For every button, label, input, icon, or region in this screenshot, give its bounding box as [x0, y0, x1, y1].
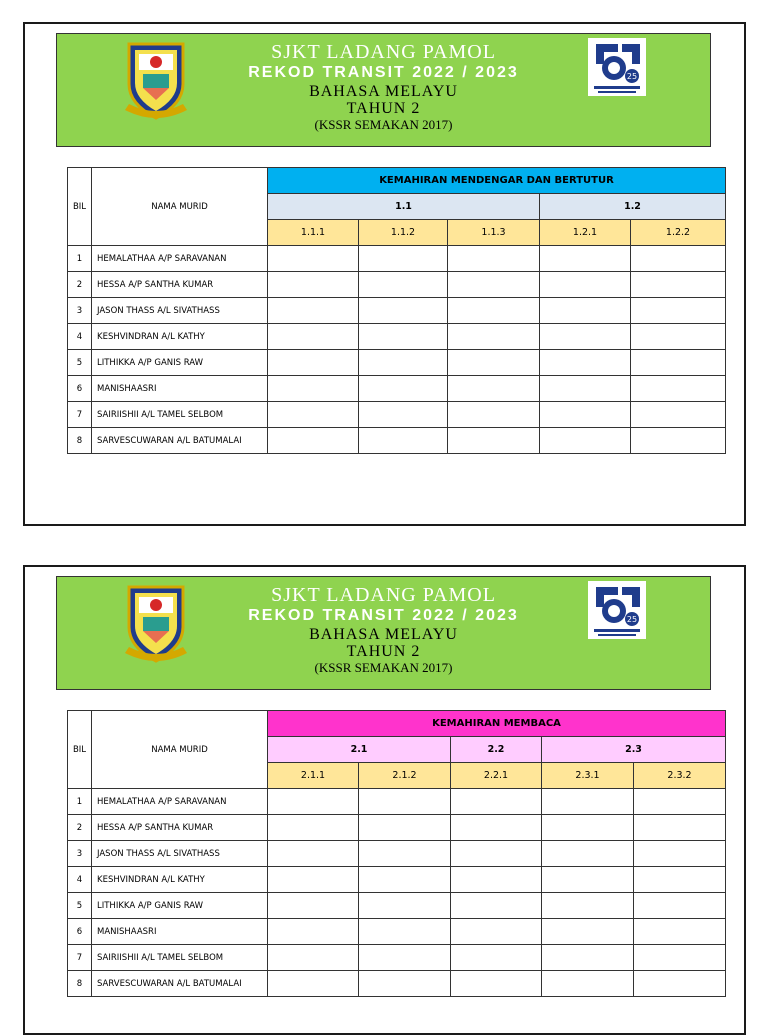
nama-murid-header: NAMA MURID [92, 168, 268, 246]
mark-cell[interactable] [542, 841, 634, 867]
curriculum-title: (KSSR SEMAKAN 2017) [314, 660, 453, 675]
mark-cell[interactable] [540, 324, 631, 350]
mark-cell[interactable] [268, 298, 359, 324]
year-title: TAHUN 2 [346, 100, 421, 117]
table-row [68, 376, 726, 402]
sheet-header [56, 33, 711, 147]
sub-header: 1.1.3 [448, 220, 540, 246]
row-number: 2 [68, 815, 92, 841]
mark-cell[interactable] [359, 324, 448, 350]
mark-cell[interactable] [451, 815, 542, 841]
record-sheet-2 [23, 565, 746, 1035]
mark-cell[interactable] [268, 867, 359, 893]
mark-cell[interactable] [542, 945, 634, 971]
mark-cell[interactable] [359, 350, 448, 376]
row-number: 6 [68, 919, 92, 945]
mark-cell[interactable] [359, 376, 448, 402]
student-name: HEMALATHAA A/P SARAVANAN [92, 246, 268, 272]
mark-cell[interactable] [448, 246, 540, 272]
mark-cell[interactable] [634, 945, 726, 971]
student-name: KESHVINDRAN A/L KATHY [92, 324, 268, 350]
sub-header: 2.1.1 [268, 763, 359, 789]
mark-cell[interactable] [268, 246, 359, 272]
mark-cell[interactable] [631, 428, 726, 454]
mark-cell[interactable] [359, 272, 448, 298]
mark-cell[interactable] [542, 893, 634, 919]
student-name: KESHVINDRAN A/L KATHY [92, 867, 268, 893]
table-row [68, 919, 726, 945]
mark-cell[interactable] [359, 246, 448, 272]
mark-cell[interactable] [448, 272, 540, 298]
school-name: SJKT LADANG PAMOL [271, 584, 496, 606]
row-number: 8 [68, 971, 92, 997]
table-row [68, 841, 726, 867]
svg-text:25: 25 [626, 615, 638, 624]
table-row [68, 298, 726, 324]
mark-cell[interactable] [448, 428, 540, 454]
student-name: HESSA A/P SANTHA KUMAR [92, 815, 268, 841]
row-number: 2 [68, 272, 92, 298]
mark-cell[interactable] [542, 971, 634, 997]
mark-cell[interactable] [542, 867, 634, 893]
bil-header: BIL [68, 711, 92, 789]
mark-cell[interactable] [359, 919, 451, 945]
mark-cell[interactable] [268, 789, 359, 815]
mark-cell[interactable] [268, 350, 359, 376]
mark-cell[interactable] [359, 428, 448, 454]
mark-cell[interactable] [451, 841, 542, 867]
row-number: 6 [68, 376, 92, 402]
row-number: 5 [68, 350, 92, 376]
bil-header: BIL [68, 168, 92, 246]
student-name: LITHIKKA A/P GANIS RAW [92, 350, 268, 376]
row-number: 1 [68, 789, 92, 815]
sub-header: 1.2.1 [540, 220, 631, 246]
mark-cell[interactable] [634, 789, 726, 815]
mark-cell[interactable] [268, 841, 359, 867]
student-name: JASON THASS A/L SIVATHASS [92, 841, 268, 867]
mark-cell[interactable] [268, 919, 359, 945]
mark-cell[interactable] [631, 272, 726, 298]
group-header-1-2: 1.2 [540, 194, 726, 220]
table-row [68, 272, 726, 298]
mark-cell[interactable] [448, 298, 540, 324]
mark-cell[interactable] [634, 919, 726, 945]
mark-cell[interactable] [448, 324, 540, 350]
student-name: SARVESCUWARAN A/L BATUMALAI [92, 428, 268, 454]
mark-cell[interactable] [542, 789, 634, 815]
mark-cell[interactable] [631, 298, 726, 324]
skill-header: KEMAHIRAN MEMBACA [268, 711, 726, 737]
student-name: HESSA A/P SANTHA KUMAR [92, 272, 268, 298]
student-name: SAIRIISHII A/L TAMEL SELBOM [92, 402, 268, 428]
mark-cell[interactable] [448, 376, 540, 402]
nama-murid-header: NAMA MURID [92, 711, 268, 789]
anniversary-25-logo [588, 38, 646, 96]
table-row [68, 867, 726, 893]
table-row [68, 350, 726, 376]
mark-cell[interactable] [268, 272, 359, 298]
table-row [68, 428, 726, 454]
mark-cell[interactable] [634, 971, 726, 997]
row-number: 5 [68, 893, 92, 919]
group-header-2-1: 2.1 [268, 737, 451, 763]
table-row [68, 246, 726, 272]
sub-header: 2.3.2 [634, 763, 726, 789]
sheet-header [56, 576, 711, 690]
student-name: SARVESCUWARAN A/L BATUMALAI [92, 971, 268, 997]
mark-cell[interactable] [540, 272, 631, 298]
mark-cell[interactable] [268, 815, 359, 841]
mark-cell[interactable] [359, 402, 448, 428]
record-title: REKOD TRANSIT 2022 / 2023 [248, 64, 519, 81]
mark-cell[interactable] [631, 376, 726, 402]
mark-cell[interactable] [540, 298, 631, 324]
mark-cell[interactable] [448, 402, 540, 428]
row-number: 7 [68, 945, 92, 971]
mark-cell[interactable] [542, 815, 634, 841]
mark-cell[interactable] [634, 867, 726, 893]
mark-cell[interactable] [359, 945, 451, 971]
mark-cell[interactable] [451, 789, 542, 815]
mark-cell[interactable] [448, 350, 540, 376]
mark-cell[interactable] [268, 376, 359, 402]
student-name: LITHIKKA A/P GANIS RAW [92, 893, 268, 919]
record-title: REKOD TRANSIT 2022 / 2023 [248, 607, 519, 624]
mark-cell[interactable] [634, 893, 726, 919]
group-header-2-3: 2.3 [542, 737, 726, 763]
mark-cell[interactable] [634, 841, 726, 867]
mark-cell[interactable] [631, 402, 726, 428]
mark-cell[interactable] [451, 867, 542, 893]
row-number: 4 [68, 324, 92, 350]
sub-header: 2.1.2 [359, 763, 451, 789]
table-row [68, 402, 726, 428]
skills-record-table [67, 710, 726, 997]
table-row [68, 789, 726, 815]
sub-header: 2.2.1 [451, 763, 542, 789]
mark-cell[interactable] [359, 893, 451, 919]
mark-cell[interactable] [359, 298, 448, 324]
mark-cell[interactable] [268, 893, 359, 919]
mark-cell[interactable] [451, 945, 542, 971]
record-sheet-1 [23, 22, 746, 526]
subject-title: BAHASA MELAYU [309, 626, 458, 643]
mark-cell[interactable] [268, 402, 359, 428]
school-name: SJKT LADANG PAMOL [271, 41, 496, 63]
mark-cell[interactable] [451, 919, 542, 945]
mark-cell[interactable] [359, 841, 451, 867]
anniversary-25-logo [588, 581, 646, 639]
sub-header: 1.2.2 [631, 220, 726, 246]
mark-cell[interactable] [359, 789, 451, 815]
sub-header: 1.1.1 [268, 220, 359, 246]
row-number: 7 [68, 402, 92, 428]
mark-cell[interactable] [540, 246, 631, 272]
student-name: MANISHAASRI [92, 376, 268, 402]
mark-cell[interactable] [631, 246, 726, 272]
row-number: 1 [68, 246, 92, 272]
student-name: HEMALATHAA A/P SARAVANAN [92, 789, 268, 815]
row-number: 4 [68, 867, 92, 893]
skill-header: KEMAHIRAN MENDENGAR DAN BERTUTUR [268, 168, 726, 194]
mark-cell[interactable] [542, 919, 634, 945]
row-number: 3 [68, 841, 92, 867]
mark-cell[interactable] [268, 971, 359, 997]
mark-cell[interactable] [359, 867, 451, 893]
curriculum-title: (KSSR SEMAKAN 2017) [314, 117, 453, 132]
mark-cell[interactable] [540, 376, 631, 402]
table-row [68, 815, 726, 841]
sub-header: 2.3.1 [542, 763, 634, 789]
student-name: SAIRIISHII A/L TAMEL SELBOM [92, 945, 268, 971]
table-row [68, 971, 726, 997]
table-row [68, 893, 726, 919]
svg-text:25: 25 [626, 72, 638, 81]
sub-header: 1.1.2 [359, 220, 448, 246]
subject-title: BAHASA MELAYU [309, 83, 458, 100]
mark-cell[interactable] [359, 971, 451, 997]
table-row [68, 324, 726, 350]
mark-cell[interactable] [631, 324, 726, 350]
mark-cell[interactable] [268, 945, 359, 971]
year-title: TAHUN 2 [346, 643, 421, 660]
mark-cell[interactable] [540, 428, 631, 454]
mark-cell[interactable] [634, 815, 726, 841]
mark-cell[interactable] [359, 815, 451, 841]
mark-cell[interactable] [451, 893, 542, 919]
mark-cell[interactable] [268, 428, 359, 454]
mark-cell[interactable] [631, 350, 726, 376]
mark-cell[interactable] [268, 324, 359, 350]
group-header-2-2: 2.2 [451, 737, 542, 763]
student-name: MANISHAASRI [92, 919, 268, 945]
group-header-1-1: 1.1 [268, 194, 540, 220]
skills-record-table [67, 167, 726, 454]
row-number: 3 [68, 298, 92, 324]
student-name: JASON THASS A/L SIVATHASS [92, 298, 268, 324]
table-row [68, 945, 726, 971]
mark-cell[interactable] [540, 402, 631, 428]
mark-cell[interactable] [540, 350, 631, 376]
row-number: 8 [68, 428, 92, 454]
mark-cell[interactable] [451, 971, 542, 997]
